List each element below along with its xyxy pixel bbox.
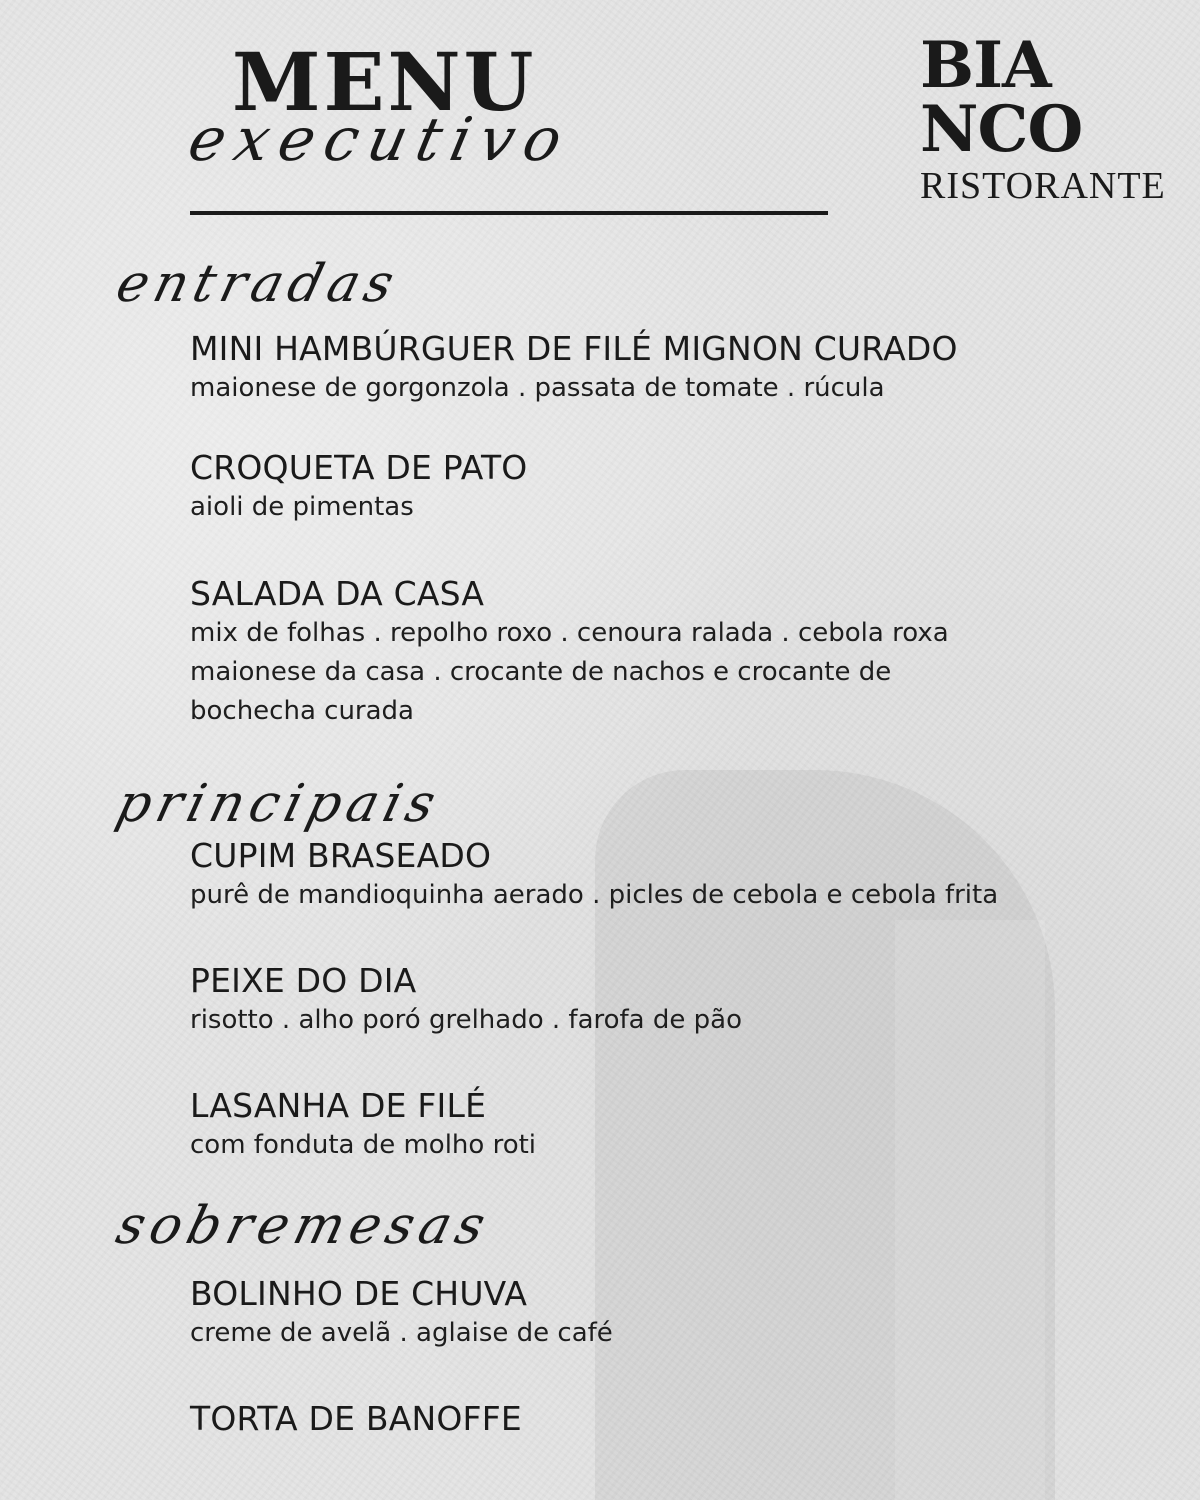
item-name: LASANHA DE FILÉ bbox=[190, 1086, 487, 1125]
item-description: com fonduta de molho roti bbox=[190, 1130, 537, 1160]
logo-line-3: RISTORANTE bbox=[920, 165, 1166, 207]
item-name: PEIXE DO DIA bbox=[190, 961, 417, 1000]
menu-title: MENU bbox=[232, 35, 537, 129]
item-name: MINI HAMBÚRGUER DE FILÉ MIGNON CURADO bbox=[190, 329, 958, 368]
menu-item bbox=[190, 448, 1170, 527]
menu-item bbox=[190, 1399, 1170, 1439]
item-description: creme de avelã . aglaise de café bbox=[190, 1318, 613, 1348]
title-divider bbox=[190, 211, 828, 215]
item-description: maionese da casa . crocante de nachos e crocante de bbox=[190, 657, 892, 687]
item-description: risotto . alho poró grelhado . farofa de pão bbox=[190, 1005, 742, 1035]
section-title-principais: principais bbox=[110, 774, 448, 834]
item-description: maionese de gorgonzola . passata de tomate . rúcula bbox=[190, 373, 885, 403]
item-description: aioli de pimentas bbox=[190, 492, 414, 522]
item-description: mix de folhas . repolho roxo . cenoura ralada . cebola roxa bbox=[190, 618, 949, 648]
item-name: TORTA DE BANOFFE bbox=[190, 1399, 522, 1438]
item-name: SALADA DA CASA bbox=[190, 574, 485, 613]
logo-line-1: BIA bbox=[920, 28, 1051, 103]
restaurant-logo bbox=[920, 28, 1190, 208]
item-name: BOLINHO DE CHUVA bbox=[190, 1274, 528, 1313]
menu-item bbox=[190, 961, 1170, 1040]
logo-line-2: NCO bbox=[920, 92, 1083, 167]
menu-item bbox=[190, 836, 1170, 915]
menu-item bbox=[190, 1086, 1170, 1165]
menu-item bbox=[190, 1274, 1170, 1353]
item-name: CUPIM BRASEADO bbox=[190, 836, 492, 875]
item-description: bochecha curada bbox=[190, 696, 414, 726]
menu-item bbox=[190, 329, 1170, 408]
item-name: CROQUETA DE PATO bbox=[190, 448, 528, 487]
menu-subtitle: executivo bbox=[182, 105, 578, 175]
item-description: purê de mandioquinha aerado . picles de cebola e cebola frita bbox=[190, 880, 999, 910]
section-title-sobremesas: sobremesas bbox=[110, 1196, 497, 1256]
menu-item bbox=[190, 574, 1170, 731]
section-title-entradas: entradas bbox=[110, 254, 406, 314]
